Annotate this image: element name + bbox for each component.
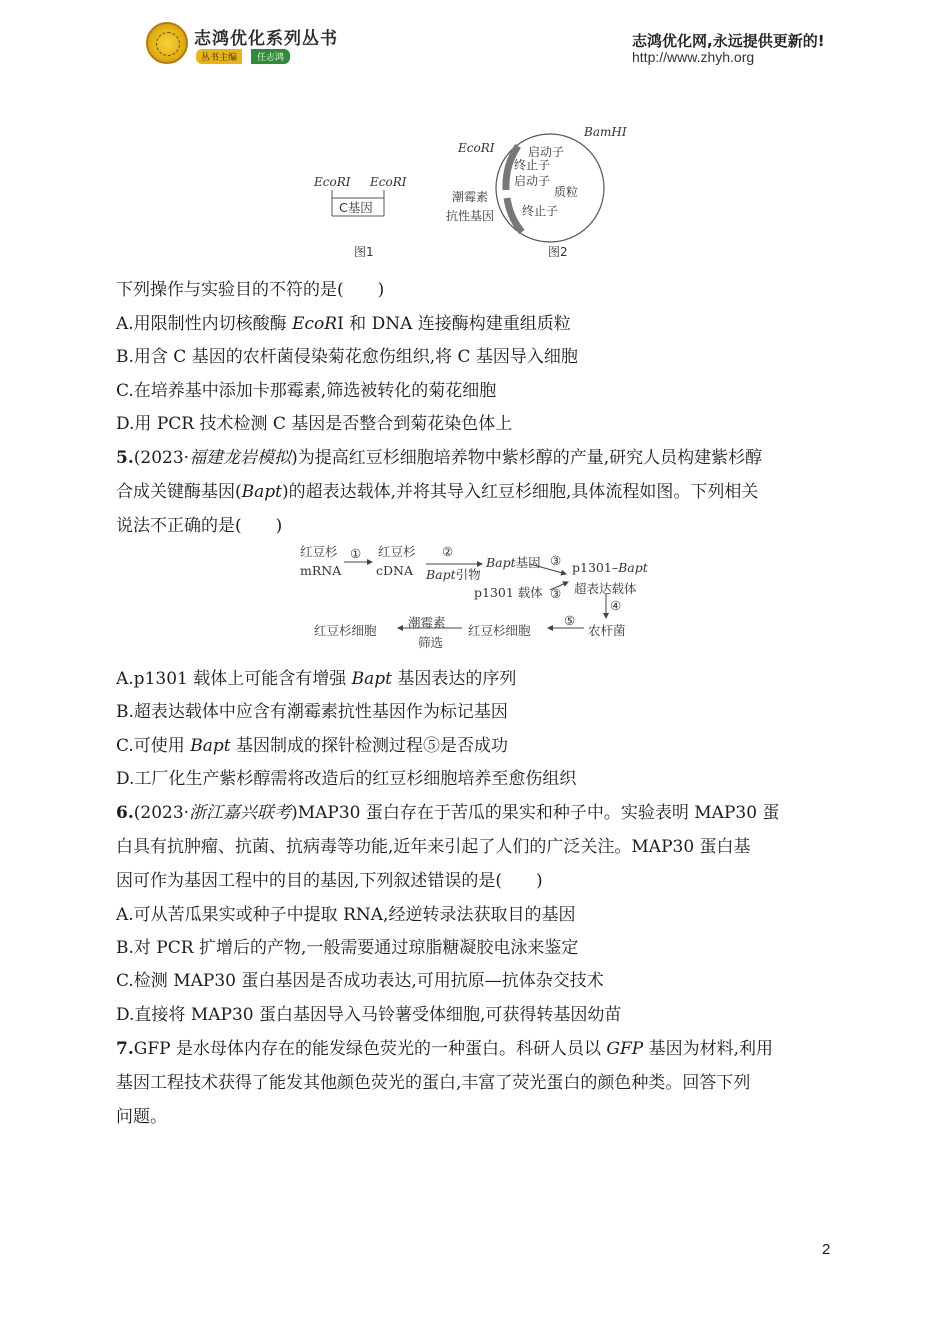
fig1-ecori-right: EcoRⅠ (370, 175, 407, 189)
flow-bapt-gene: Bapt基因 (486, 555, 541, 570)
fig2-kan-line1: 潮霉素 (452, 190, 489, 204)
fig2-terminator-1: 终止子 (514, 158, 551, 172)
q4-option-a: A.用限制性内切核酸酶 EcoRⅠ 和 DNA 连接酶构建重组质粒 (116, 314, 571, 334)
flow-step-3a: ③ (550, 553, 562, 568)
fig2-kan-line2: 抗性基因 (446, 209, 495, 223)
flow-step-2: ② (442, 544, 454, 559)
q5-option-d: D.工厂化生产紫杉醇需将改造后的红豆杉细胞培养至愈伤组织 (116, 769, 577, 789)
flow-cell-mid: 红豆杉细胞 (468, 623, 531, 638)
q7-line-1: 7.GFP 是水母体内存在的能发绿色荧光的一种蛋白。科研人员以 GFP 基因为材料,利用 (116, 1039, 774, 1059)
fig2-terminator-2: 终止子 (522, 204, 559, 218)
q4-stem: 下列操作与实验目的不符的是( ) (116, 280, 385, 300)
bapt-flow-diagram (290, 540, 670, 650)
fig2-bamhi: BamHⅠ (584, 125, 627, 139)
q6-option-c: C.检测 MAP30 蛋白基因是否成功表达,可用抗原—抗体杂交技术 (116, 971, 604, 991)
q4-option-c: C.在培养基中添加卡那霉素,筛选被转化的菊花细胞 (116, 381, 497, 401)
q5-line-3: 说法不正确的是( ) (116, 516, 283, 536)
flow-primer: Bapt引物 (426, 567, 481, 582)
flow-cdna-2: cDNA (376, 563, 413, 578)
q6-option-a: A.可从苦瓜果实或种子中提取 RNA,经逆转录法获取目的基因 (116, 905, 576, 925)
fig1-gene-label: C基因 (339, 200, 373, 215)
editor-badge-name: 任志鸿 (251, 49, 290, 64)
header-slogan: 志鸿优化网,永远提供更新的! (632, 32, 825, 50)
figures-1-2 (300, 120, 630, 270)
flow-step-4: ④ (610, 598, 622, 613)
q5-line-1: 5.(2023·福建龙岩模拟)为提高红豆杉细胞培养物中紫杉醇的产量,研究人员构建紫杉醇 (116, 448, 763, 468)
q6-line-1: 6.(2023·浙江嘉兴联考)MAP30 蛋白存在于苦瓜的果实和种子中。实验表明 MAP30 蛋 (116, 803, 780, 823)
q7-line-2: 基因工程技术获得了能发其他颜色荧光的蛋白,丰富了荧光蛋白的颜色种类。回答下列 (116, 1073, 751, 1093)
flow-hyg-1: 潮霉素 (408, 615, 446, 630)
fig2-plasmid: 质粒 (554, 185, 579, 199)
flow-step-1: ① (350, 546, 362, 561)
fig1-caption: 图1 (354, 245, 374, 259)
fig2-caption: 图2 (548, 245, 568, 259)
flow-mrna-1: 红豆杉 (300, 544, 338, 559)
editor-badge-label: 丛书主编 (196, 49, 242, 64)
flow-hyg-2: 筛选 (418, 635, 444, 650)
fig2-promoter-2: 启动子 (514, 174, 551, 188)
q5-option-a: A.p1301 载体上可能含有增强 Bapt 基因表达的序列 (116, 669, 517, 689)
q5-line-2: 合成关键酶基因(Bapt)的超表达载体,并将其导入红豆杉细胞,具体流程如图。下列相关 (116, 482, 759, 502)
flow-agrobacterium: 农杆菌 (588, 623, 626, 638)
q7-line-3: 问题。 (116, 1107, 167, 1127)
q5-option-b: B.超表达载体中应含有潮霉素抗性基因作为标记基因 (116, 702, 508, 722)
flow-step-5: ⑤ (564, 613, 576, 628)
fig2-promoter-1: 启动子 (528, 145, 565, 159)
flow-step-3b: ③ (550, 586, 562, 601)
q6-line-3: 因可作为基因工程中的目的基因,下列叙述错误的是( ) (116, 871, 543, 891)
flow-p1301-vector: p1301 载体 (474, 585, 543, 600)
q6-option-b: B.对 PCR 扩增后的产物,一般需要通过琼脂糖凝胶电泳来鉴定 (116, 938, 579, 958)
header-url: http://www.zhyh.org (632, 49, 755, 65)
q4-option-d: D.用 PCR 技术检测 C 基因是否整合到菊花染色体上 (116, 414, 513, 434)
fig1-ecori-left: EcoRⅠ (314, 175, 351, 189)
q5-option-c: C.可使用 Bapt 基因制成的探针检测过程⑤是否成功 (116, 736, 508, 756)
flow-mrna-2: mRNA (300, 563, 342, 578)
flow-cdna-1: 红豆杉 (378, 544, 416, 559)
flow-overexpress-2: 超表达载体 (574, 581, 637, 596)
q4-option-b: B.用含 C 基因的农杆菌侵染菊花愈伤组织,将 C 基因导入细胞 (116, 347, 578, 367)
publisher-logo (146, 22, 188, 64)
fig2-ecori: EcoRⅠ (458, 141, 495, 155)
flow-cell-left: 红豆杉细胞 (314, 623, 377, 638)
q6-option-d: D.直接将 MAP30 蛋白基因导入马铃薯受体细胞,可获得转基因幼苗 (116, 1005, 622, 1025)
page-number: 2 (822, 1241, 831, 1258)
q6-line-2: 白具有抗肿瘤、抗菌、抗病毒等功能,近年来引起了人们的广泛关注。MAP30 蛋白基 (116, 837, 751, 857)
flow-overexpress-1: p1301–Bapt (572, 560, 648, 575)
series-title: 志鸿优化系列丛书 (194, 29, 338, 49)
